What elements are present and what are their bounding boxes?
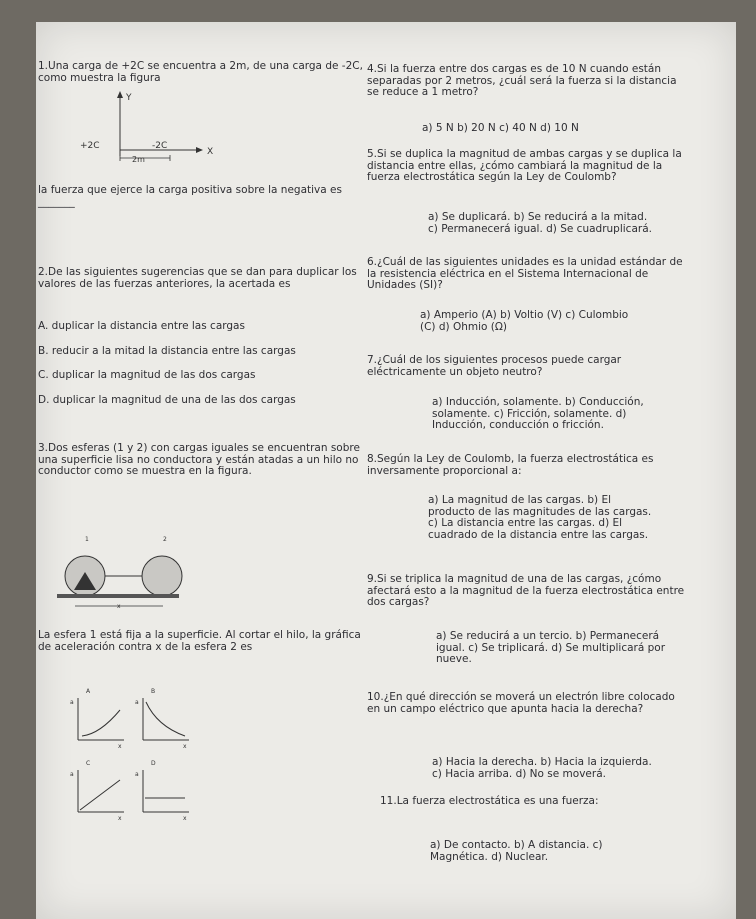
- x-axis-arrow: [196, 147, 203, 153]
- svg-text:A: A: [86, 688, 91, 695]
- q1-figure: [70, 90, 220, 170]
- q10-text: 10.¿En qué dirección se moverá un electrón libre colocado en un campo eléctrico que apunta hacia la derecha?: [367, 691, 675, 715]
- q2-option-d: D. duplicar la magnitud de una de las dos cargas: [38, 394, 296, 406]
- graph-b-curve: [146, 702, 185, 736]
- charge-positive-label: +2C: [80, 141, 100, 151]
- charge-negative-label: -2C: [152, 141, 168, 151]
- distance-label: 2m: [132, 155, 145, 164]
- sphere-2-label: 2: [163, 536, 167, 543]
- q2-option-c: C. duplicar la magnitud de las dos cargas: [38, 369, 256, 381]
- graph-a-curve: [82, 710, 120, 736]
- q11-options: a) De contacto. b) A distancia. c) Magnética. d) Nuclear.: [430, 839, 603, 863]
- q6-options: a) Amperio (A) b) Voltio (V) c) Culombio (C) d) Ohmio (Ω): [420, 309, 629, 333]
- q11-text: 11.La fuerza electrostática es una fuerza:: [380, 795, 599, 807]
- graph-c-line: [80, 780, 120, 810]
- q4-options: a) 5 N b) 20 N c) 40 N d) 10 N: [422, 122, 579, 134]
- q6-text: 6.¿Cuál de las siguientes unidades es la unidad estándar de la resistencia eléctrica en el Sistema Internacional de Unidades (SI)?: [367, 256, 683, 291]
- svg-text:a: a: [135, 699, 139, 706]
- q5-options: a) Se duplicará. b) Se reducirá a la mitad. c) Permanecerá igual. d) Se cuadruplicará.: [428, 211, 652, 235]
- sphere-2: [142, 556, 182, 596]
- q8-text: 8.Según la Ley de Coulomb, la fuerza electrostática es inversamente proporcional a:: [367, 453, 654, 477]
- q9-options: a) Se reducirá a un tercio. b) Permanecerá igual. c) Se triplicará. d) Se multiplicará por nueve.: [436, 630, 666, 665]
- y-axis-arrow: [117, 91, 123, 98]
- q8-options: a) La magnitud de las cargas. b) El producto de las magnitudes de las cargas. c) La distancia entre las cargas. d) El cuadrado de la distancia entre las cargas.: [428, 494, 652, 541]
- q1-question: la fuerza que ejerce la carga positiva sobre la negativa es _______: [38, 184, 342, 208]
- q2-text: 2.De las siguientes sugerencias que se dan para duplicar los valores de las fuerzas anteriores, la acertada es: [38, 266, 357, 290]
- svg-text:x: x: [183, 743, 187, 750]
- svg-text:a: a: [135, 771, 139, 778]
- graph-d: [135, 760, 195, 820]
- q10-options: a) Hacia la derecha. b) Hacia la izquierda. c) Hacia arriba. d) No se moverá.: [432, 756, 652, 780]
- svg-text:D: D: [151, 760, 156, 767]
- q2-option-b: B. reducir a la mitad la distancia entre las cargas: [38, 345, 296, 357]
- svg-text:x: x: [118, 815, 122, 822]
- sphere-1-label: 1: [85, 536, 89, 543]
- x-marker-label: x: [117, 603, 121, 610]
- q1-text: 1.Una carga de +2C se encuentra a 2m, de una carga de -2C, como muestra la figura: [38, 60, 363, 84]
- graph-b: [135, 688, 195, 748]
- q9-text: 9.Si se triplica la magnitud de una de las cargas, ¿cómo afectará esto a la magnitud de la fuerza electrostática entre dos cargas?: [367, 573, 685, 608]
- x-axis-label: X: [207, 147, 214, 157]
- q7-options: a) Inducción, solamente. b) Conducción, solamente. c) Fricción, solamente. d) Inducción, conducción o fricción.: [432, 396, 644, 431]
- q4-text: 4.Si la fuerza entre dos cargas es de 10 N cuando están separadas por 2 metros, ¿cuál será la fuerza si la distancia se reduce a 1 metro?: [367, 63, 677, 98]
- svg-text:a: a: [70, 699, 74, 706]
- graph-c: [70, 760, 130, 820]
- q3-text: 3.Dos esferas (1 y 2) con cargas iguales se encuentran sobre una superficie lisa no conductora y están atadas a un hilo no conductor como se muestra en la figura.: [38, 442, 360, 477]
- graph-a: [70, 688, 130, 748]
- svg-text:x: x: [183, 815, 187, 822]
- surface: [57, 594, 179, 598]
- svg-text:a: a: [70, 771, 74, 778]
- q2-option-a: A. duplicar la distancia entre las cargas: [38, 320, 245, 332]
- y-axis-label: Y: [126, 93, 132, 103]
- q7-text: 7.¿Cuál de los siguientes procesos puede cargar eléctricamente un objeto neutro?: [367, 354, 622, 378]
- svg-text:B: B: [151, 688, 156, 695]
- q3-caption: La esfera 1 está fija a la superficie. Al cortar el hilo, la gráfica de aceleración contra x de la esfera 2 es: [38, 629, 361, 653]
- q3-spheres-figure: [55, 532, 215, 612]
- q5-text: 5.Si se duplica la magnitud de ambas cargas y se duplica la distancia entre ellas, ¿cómo cambiará la magnitud de la fuerza electrostática según la Ley de Coulomb?: [367, 148, 682, 183]
- svg-text:x: x: [118, 743, 122, 750]
- svg-text:C: C: [86, 760, 91, 767]
